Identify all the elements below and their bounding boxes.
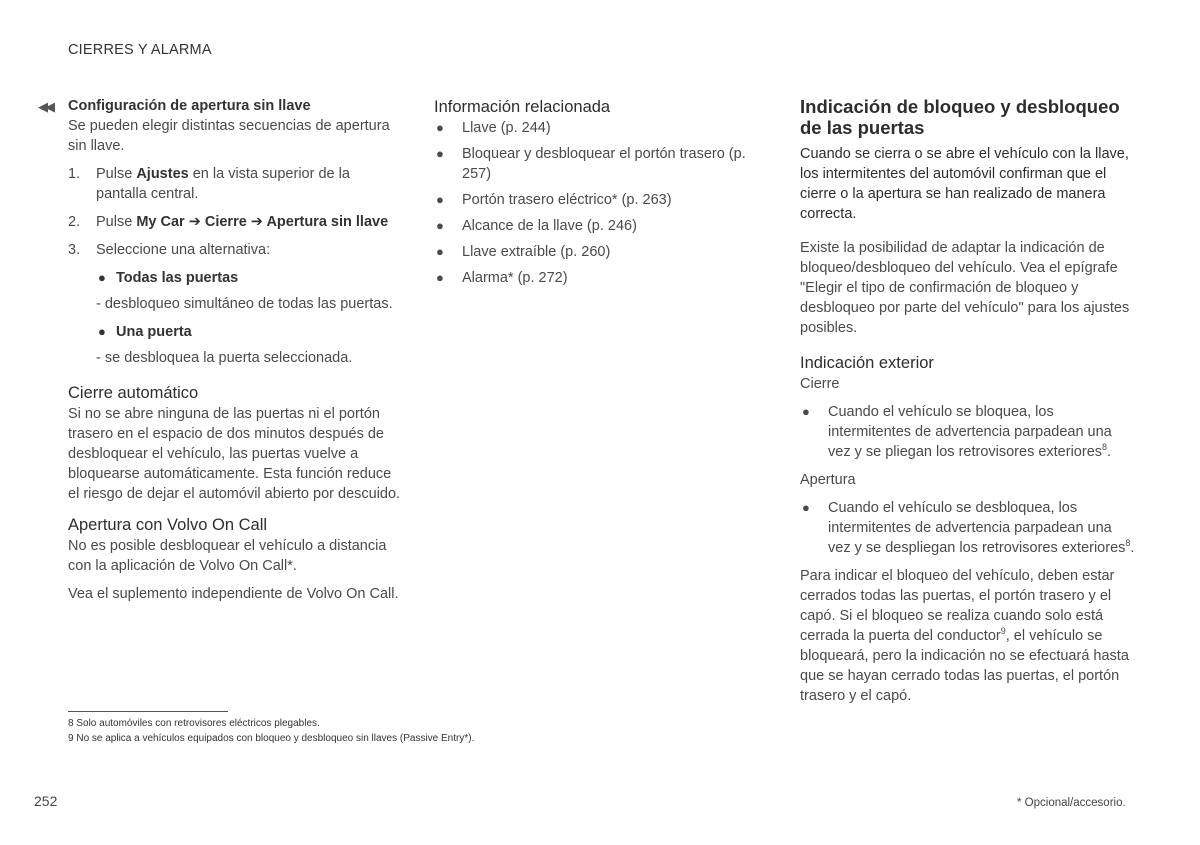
keyless-intro: Se pueden elegir distintas secuencias de apertura sin llave. [68, 118, 390, 154]
steps-list [68, 164, 403, 260]
double-chevron-left-icon[interactable]: ◀◀ [38, 99, 52, 114]
option-all-doors: ● Todas las puertas [98, 270, 239, 286]
step-3: 3. Seleccione una alternativa: [68, 242, 271, 258]
apertura-label: Apertura [800, 472, 856, 488]
related-link[interactable]: ● Bloquear y desbloquear el portón trasero (p. 257) [436, 146, 746, 182]
cierre-item: ● Cuando el vehículo se bloquea, los intermitentes de advertencia parpadean una vez y se pliegan los retrovisores exteriores$^8$. [802, 404, 1112, 460]
voc-text-1: No es posible desbloquear el vehículo a distancia con la aplicación de Volvo On Call*. [68, 538, 387, 574]
bullet-icon: ● [436, 244, 444, 259]
bullet-icon: ● [436, 192, 444, 207]
bullet-icon: ● [98, 324, 106, 339]
footnote-9: 9 No se aplica a vehículos equipados con bloqueo y desbloqueo sin llaves (Passive Entry*). [68, 733, 475, 744]
page-header: CIERRES Y ALARMA [68, 42, 212, 58]
lock-indication-para-2: Para indicar el bloqueo del vehículo, deben estar cerrados todas las puertas, el portón trasero y el capó. Si el bloqueo se realiza cuando solo está cerrada la puerta del conductor$^9$, el vehículo se bloqueará, pero la indicación no se efectuará hasta que se hayan cerrado todas las puertas, el portón trasero y el capó. [800, 568, 1129, 704]
step-2: 2. Pulse My Car ➔ Cierre ➔ Apertura sin llave [68, 214, 389, 230]
related-link[interactable]: ● Portón trasero eléctrico* (p. 263) [436, 192, 672, 208]
optional-note: * Opcional/accesorio. [1017, 797, 1126, 809]
voc-title: Apertura con Volvo On Call [68, 516, 268, 534]
cierre-label: Cierre [800, 376, 840, 392]
keyless-config-title: Configuración de apertura sin llave [68, 98, 311, 114]
bullet-icon: ● [98, 270, 106, 285]
column-3 [800, 96, 1135, 706]
lock-indication-para-1: Existe la posibilidad de adaptar la indicación de bloqueo/desbloqueo del vehículo. Vea el epígrafe "Elegir el tipo de confirmación de bloqueo y desbloqueo por parte del vehículo" para los ajustes posibles. [800, 240, 1130, 336]
auto-lock-title: Cierre automático [68, 384, 199, 402]
exterior-indication-title: Indicación exterior [800, 354, 934, 372]
related-link[interactable]: ● Llave (p. 244) [436, 120, 551, 136]
lock-indication-title: Indicación de bloqueo y desbloqueo de las puertas [800, 96, 1120, 138]
apertura-item: ● Cuando el vehículo se desbloquea, los intermitentes de advertencia parpadean una vez y se despliegan los retrovisores exteriores$^8$. [802, 500, 1135, 556]
related-list [434, 118, 769, 288]
bullet-icon: ● [802, 500, 810, 515]
step-1: 1. Pulse Ajustes en la vista superior de la pantalla central. [68, 166, 350, 202]
bullet-icon: ● [436, 270, 444, 285]
footnote-divider [68, 711, 228, 712]
option-one-door-desc: - se desbloquea la puerta seleccionada. [96, 350, 353, 366]
auto-lock-text: Si no se abre ninguna de las puertas ni el portón trasero en el espacio de dos minutos después de desbloquear el vehículo, las puertas vuelve a bloquearse automáticamente. Esta función reduce el riesgo de dejar el automóvil abierto por descuido. [68, 406, 401, 502]
bullet-icon: ● [436, 146, 444, 161]
related-info-title: Información relacionada [434, 98, 611, 116]
column-2 [434, 96, 769, 294]
related-link[interactable]: ● Alcance de la llave (p. 246) [436, 218, 637, 234]
voc-text-2: Vea el suplemento independiente de Volvo On Call. [68, 586, 399, 602]
lock-indication-lead: Cuando se cierra o se abre el vehículo con la llave, los intermitentes del automóvil confirman que el cierre o la apertura se han realizado de manera correcta. [800, 146, 1129, 222]
bullet-icon: ● [802, 404, 810, 419]
footnote-8: 8 Solo automóviles con retrovisores eléctricos plegables. [68, 718, 320, 729]
bullet-icon: ● [436, 120, 444, 135]
column-1 [68, 96, 403, 604]
related-link[interactable]: ● Alarma* (p. 272) [436, 270, 568, 286]
option-one-door: ● Una puerta [98, 324, 192, 340]
page-number: 252 [34, 793, 58, 809]
related-link[interactable]: ● Llave extraíble (p. 260) [436, 244, 611, 260]
option-all-doors-desc: - desbloqueo simultáneo de todas las puertas. [96, 296, 393, 312]
bullet-icon: ● [436, 218, 444, 233]
